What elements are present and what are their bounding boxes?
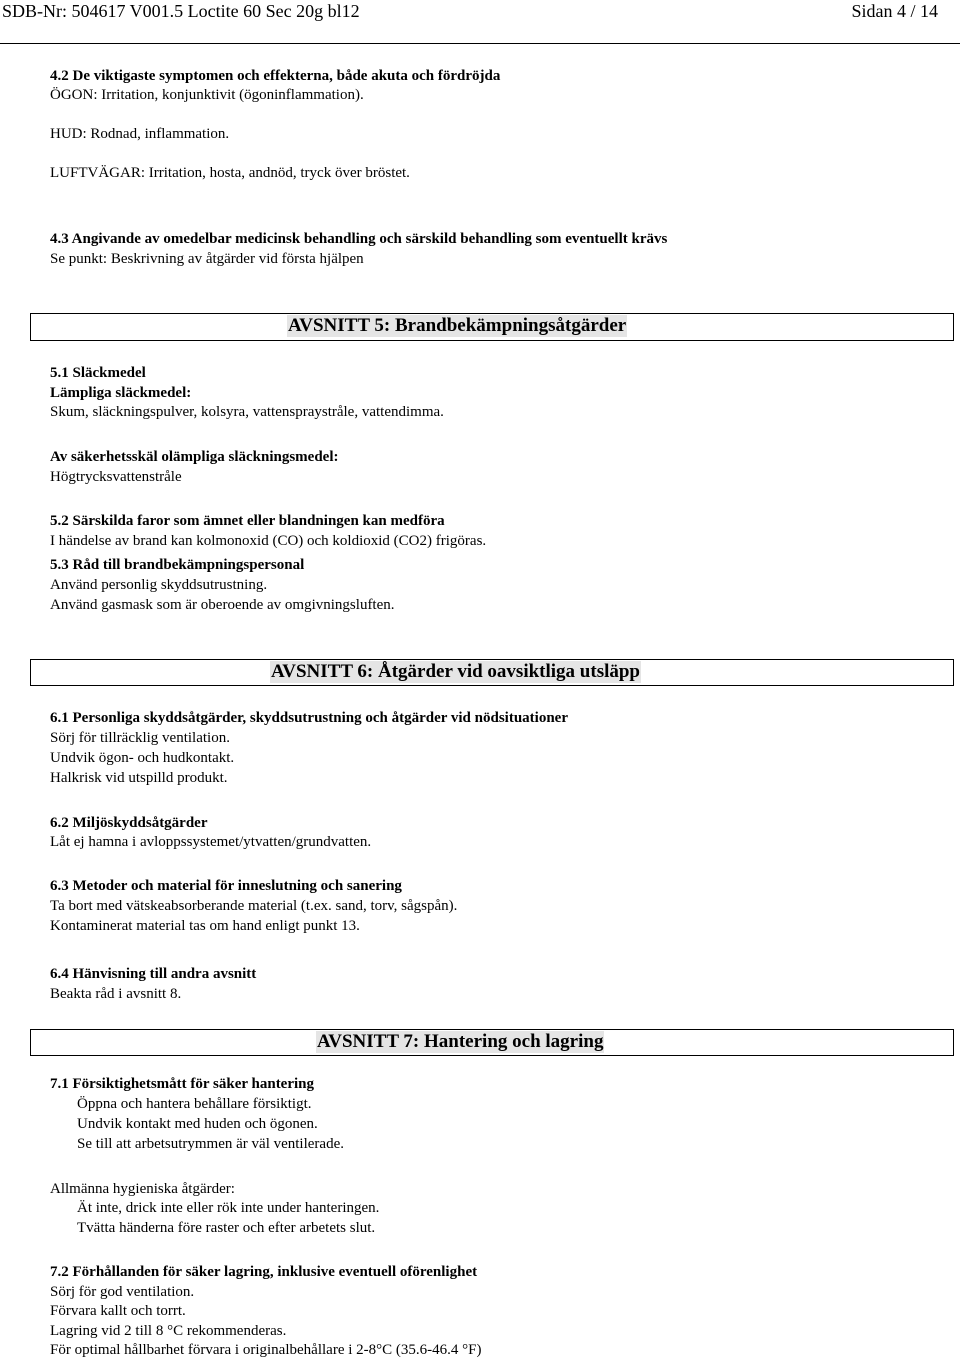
text-line: Använd gasmask som är oberoende av omgivningsluften.: [50, 597, 395, 613]
subheading: Av säkerhetsskäl olämpliga släckningsmedel:: [50, 449, 339, 465]
text-line: Allmänna hygieniska åtgärder:: [50, 1181, 235, 1197]
text-line: Kontaminerat material tas om hand enligt punkt 13.: [50, 918, 360, 934]
text-line: Högtrycksvattenstråle: [50, 469, 182, 485]
text-line: Förvara kallt och torrt.: [50, 1303, 186, 1319]
heading-6-1: 6.1 Personliga skyddsåtgärder, skyddsutrustning och åtgärder vid nödsituationer: [50, 710, 568, 726]
text-line: Lagring vid 2 till 8 °C rekommenderas.: [50, 1323, 287, 1339]
text-line: HUD: Rodnad, inflammation.: [50, 126, 230, 142]
text-line: LUFTVÄGAR: Irritation, hosta, andnöd, tryck över bröstet.: [50, 165, 410, 181]
heading-6-3: 6.3 Metoder och material för inneslutning och sanering: [50, 878, 402, 894]
heading-4-2: 4.2 De viktigaste symptomen och effekterna, både akuta och fördröjda: [50, 68, 501, 84]
heading-6-2: 6.2 Miljöskyddsåtgärder: [50, 815, 208, 831]
section-7-title: AVSNITT 7: Hantering och lagring: [317, 1031, 604, 1052]
text-line: Undvik ögon- och hudkontakt.: [50, 750, 235, 766]
text-line: Se till att arbetsutrymmen är väl ventilerade.: [77, 1136, 344, 1152]
heading-5-2: 5.2 Särskilda faror som ämnet eller blandningen kan medföra: [50, 513, 445, 529]
text-line: Ät inte, drick inte eller rök inte under hanteringen.: [77, 1200, 380, 1216]
heading-5-1: 5.1 Släckmedel: [50, 365, 146, 381]
heading-6-4: 6.4 Hänvisning till andra avsnitt: [50, 966, 257, 982]
text-line: Skum, släckningspulver, kolsyra, vattenspraystråle, vattendimma.: [50, 404, 444, 420]
heading-7-2: 7.2 Förhållanden för säker lagring, inklusive eventuell oförenlighet: [50, 1264, 478, 1280]
text-line: Halkrisk vid utspilld produkt.: [50, 770, 228, 786]
text-line: Låt ej hamna i avloppssystemet/ytvatten/grundvatten.: [50, 834, 372, 850]
document-header-left: SDB-Nr: 504617 V001.5 Loctite 60 Sec 20g bl12: [2, 1, 360, 21]
text-line: Beakta råd i avsnitt 8.: [50, 986, 182, 1002]
section-6-title: AVSNITT 6: Åtgärder vid oavsiktliga utsläpp: [271, 661, 640, 682]
header-rule: [0, 43, 960, 44]
text-line: Tvätta händerna före raster och efter arbetets slut.: [77, 1220, 376, 1236]
text-line: Sörj för tillräcklig ventilation.: [50, 730, 230, 746]
section-5-title: AVSNITT 5: Brandbekämpningsåtgärder: [288, 315, 627, 336]
text-line: Ta bort med vätskeabsorberande material (t.ex. sand, torv, sågspån).: [50, 898, 458, 914]
heading-7-1: 7.1 Försiktighetsmått för säker hantering: [50, 1076, 315, 1092]
text-line: Se punkt: Beskrivning av åtgärder vid första hjälpen: [50, 251, 364, 267]
subheading: Lämpliga släckmedel:: [50, 385, 192, 401]
page-number: Sidan 4 / 14: [851, 1, 938, 21]
text-line: Undvik kontakt med huden och ögonen.: [77, 1116, 318, 1132]
heading-5-3: 5.3 Råd till brandbekämpningspersonal: [50, 557, 305, 573]
text-line: I händelse av brand kan kolmonoxid (CO) och koldioxid (CO2) frigöras.: [50, 533, 487, 549]
text-line: För optimal hållbarhet förvara i originalbehållare i 2-8°C (35.6-46.4 °F): [50, 1342, 482, 1358]
text-line: ÖGON: Irritation, konjunktivit (ögoninflammation).: [50, 87, 364, 103]
text-line: Sörj för god ventilation.: [50, 1284, 195, 1300]
text-line: Använd personlig skyddsutrustning.: [50, 577, 268, 593]
text-line: Öppna och hantera behållare försiktigt.: [77, 1096, 312, 1112]
heading-4-3: 4.3 Angivande av omedelbar medicinsk behandling och särskild behandling som eventuellt krävs: [50, 231, 668, 247]
